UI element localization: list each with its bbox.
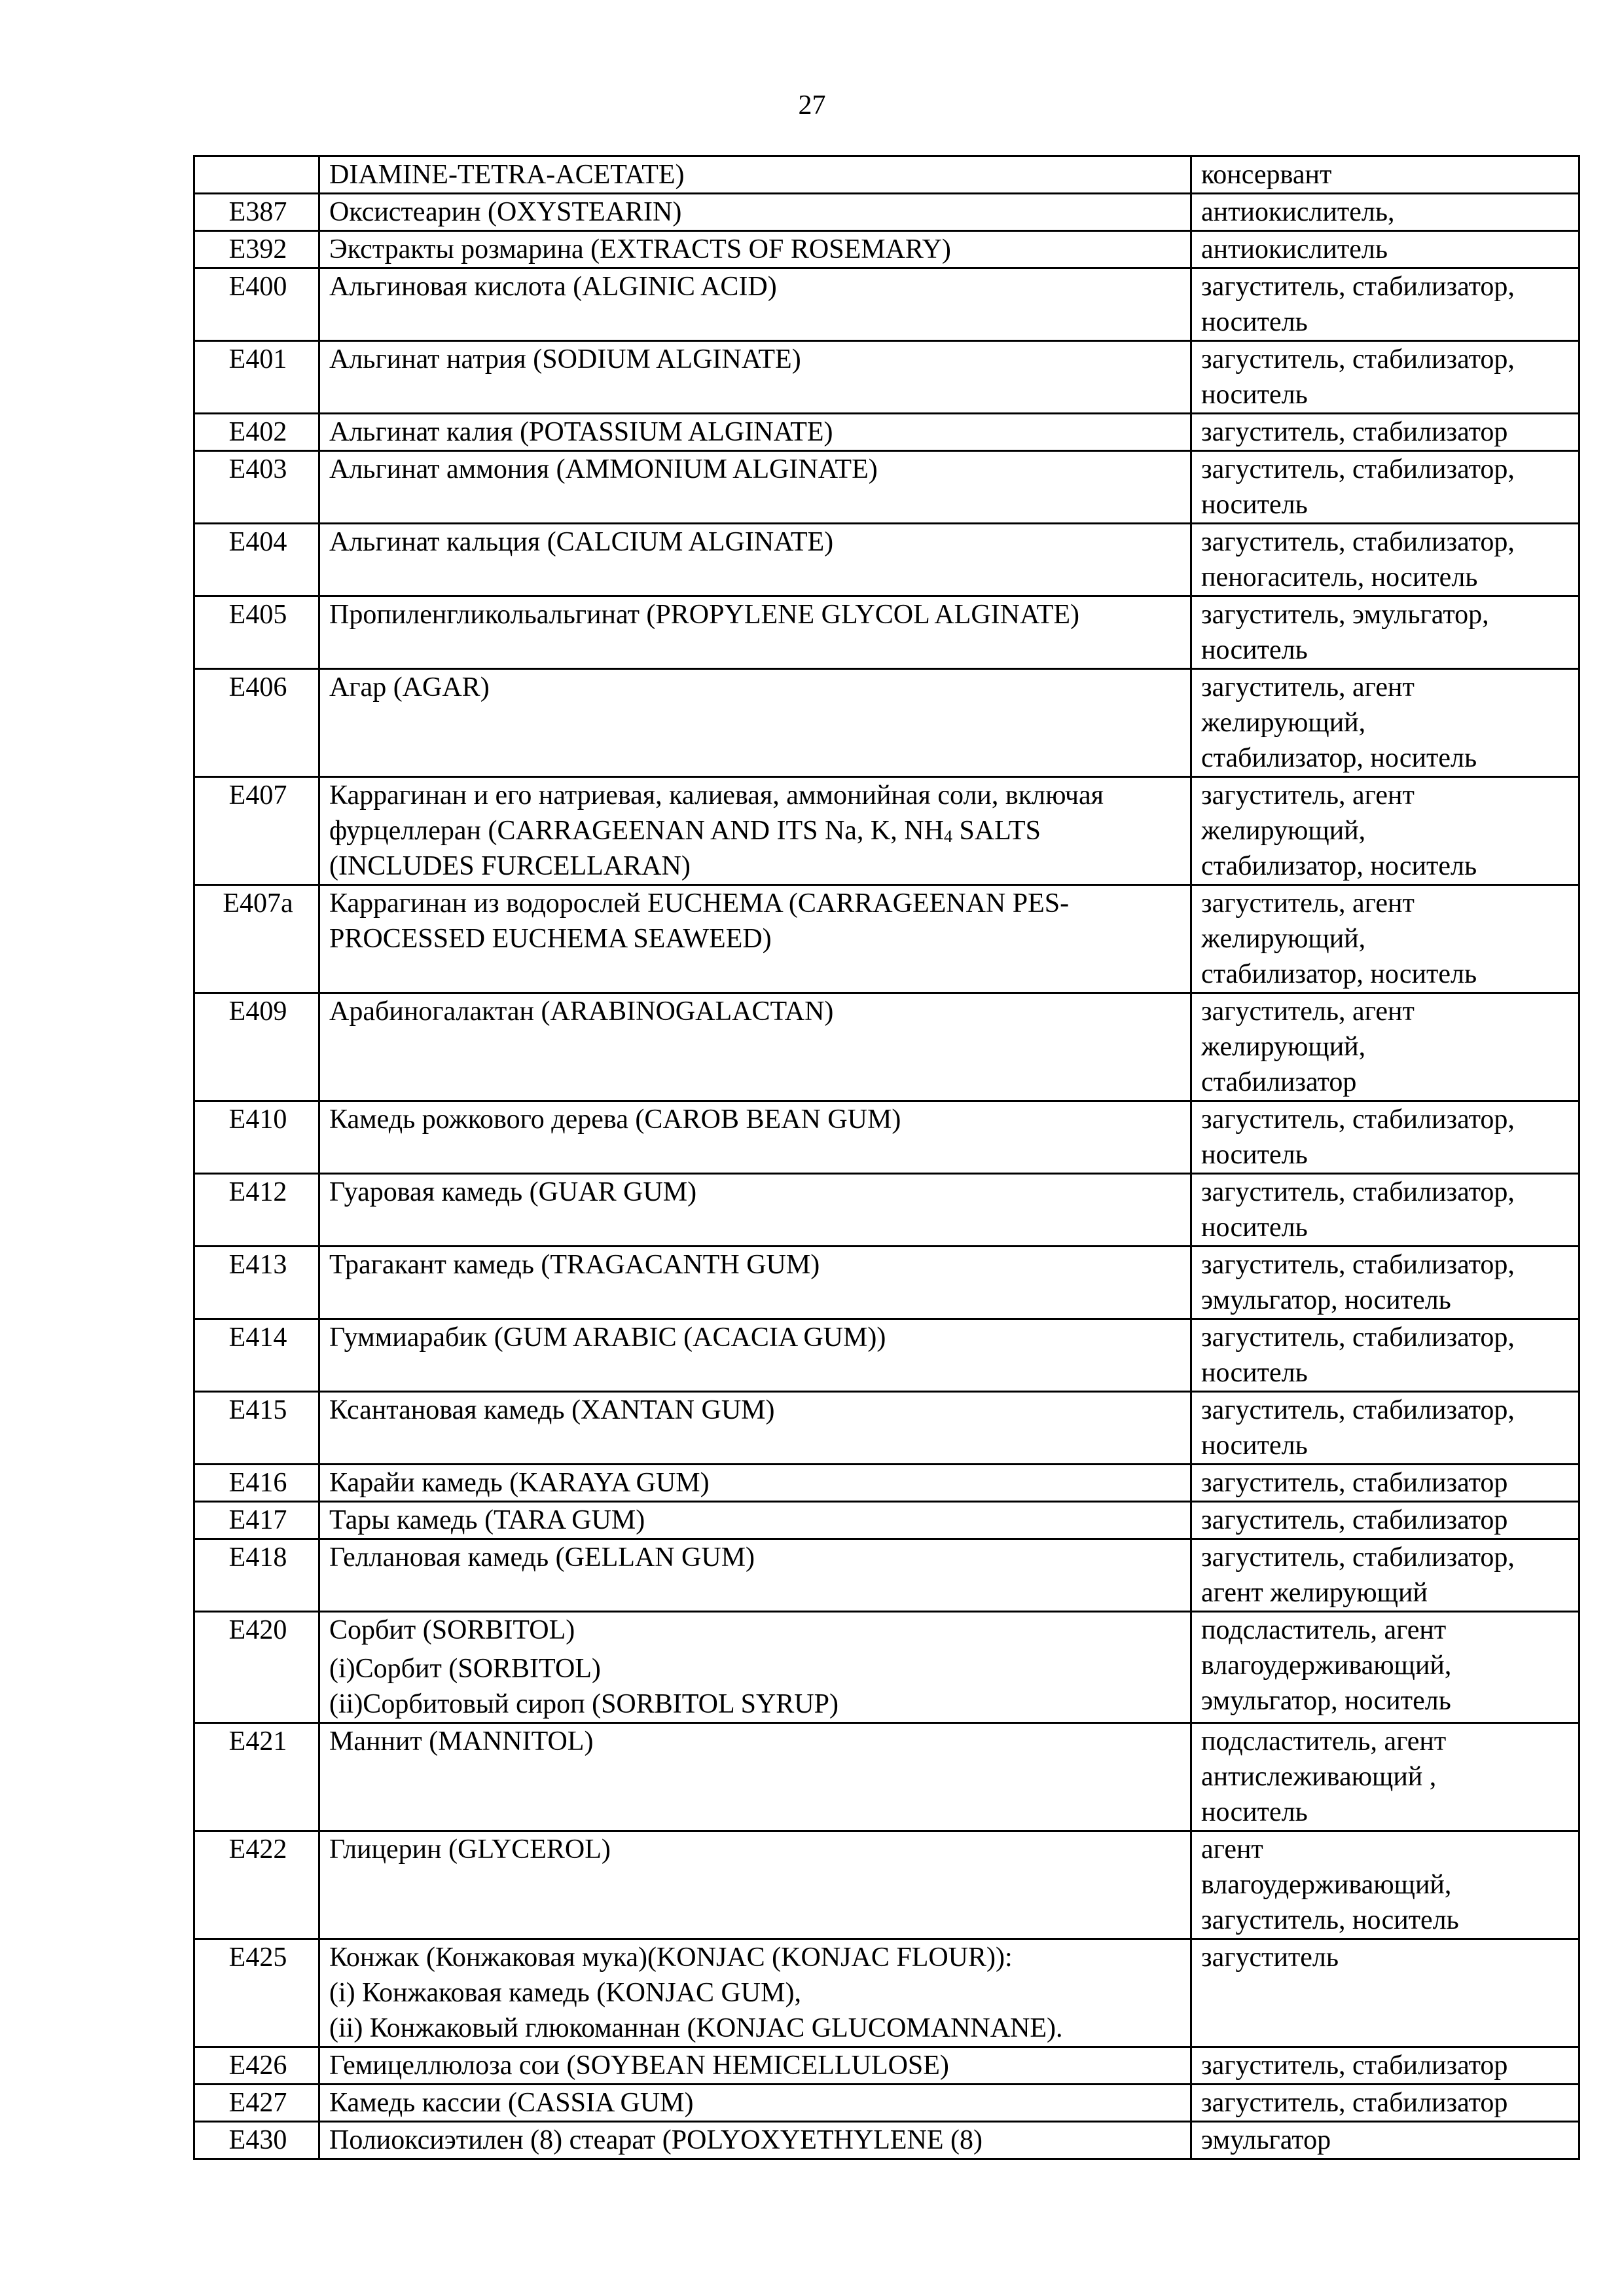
additive-function bbox=[1191, 2047, 1579, 2085]
additive-name bbox=[319, 524, 1191, 596]
cell-line: Гуммиарабик (GUM ARABIC (ACACIA GUM)) bbox=[329, 1322, 886, 1353]
cell-line: загуститель, стабилизатор bbox=[1201, 1505, 1508, 1535]
cell-line: (i)Сорбит (SORBITOL) bbox=[329, 1654, 601, 1684]
additive-name bbox=[319, 2047, 1191, 2085]
cell-line: загуститель, агент bbox=[1201, 888, 1415, 919]
cell-line: загуститель, агент bbox=[1201, 780, 1415, 811]
table-row bbox=[194, 596, 1579, 669]
cell-line: загуститель, стабилизатор, bbox=[1201, 1542, 1515, 1573]
additive-function bbox=[1191, 2085, 1579, 2122]
table-row bbox=[194, 156, 1579, 194]
additive-function bbox=[1191, 1319, 1579, 1392]
table-row bbox=[194, 1465, 1579, 1502]
cell-line: носитель bbox=[1201, 1140, 1308, 1170]
cell-line: желирующий, bbox=[1201, 1032, 1366, 1062]
table-row bbox=[194, 524, 1579, 596]
cell-line: Конжак (Конжаковая мука)(KONJAC (KONJAC FLOUR)): bbox=[329, 1942, 1013, 1973]
table-row bbox=[194, 1392, 1579, 1465]
cell-line: загуститель, стабилизатор bbox=[1201, 2050, 1508, 2081]
additive-function bbox=[1191, 1723, 1579, 1831]
additive-code bbox=[194, 156, 319, 194]
cell-line: агент желирующий bbox=[1201, 1578, 1428, 1608]
cell-line: загуститель, стабилизатор, bbox=[1201, 272, 1515, 302]
additive-name bbox=[319, 777, 1191, 885]
additive-name bbox=[319, 1831, 1191, 1939]
additive-name bbox=[319, 596, 1191, 669]
additive-function bbox=[1191, 1939, 1579, 2047]
table-row bbox=[194, 1502, 1579, 1539]
cell-line: стабилизатор, носитель bbox=[1201, 959, 1477, 989]
additive-name bbox=[319, 341, 1191, 414]
cell-line: антиокислитель, bbox=[1201, 197, 1395, 227]
cell-line: загуститель, стабилизатор, bbox=[1201, 1395, 1515, 1425]
cell-line: Карайи камедь (KARAYA GUM) bbox=[329, 1468, 710, 1498]
additive-name bbox=[319, 1539, 1191, 1612]
table-row bbox=[194, 669, 1579, 777]
additive-function bbox=[1191, 1465, 1579, 1502]
cell-line: DIAMINE-TETRA-ACETATE) bbox=[329, 160, 685, 190]
table-row bbox=[194, 1539, 1579, 1612]
additive-code: E400 bbox=[194, 268, 319, 341]
cell-line: Камедь рожкового дерева (CAROB BEAN GUM) bbox=[329, 1104, 901, 1135]
additive-function bbox=[1191, 1831, 1579, 1939]
cell-line: загуститель, стабилизатор, bbox=[1201, 1104, 1515, 1135]
additive-code: E401 bbox=[194, 341, 319, 414]
table-row bbox=[194, 1939, 1579, 2047]
cell-line: Ксантановая камедь (XANTAN GUM) bbox=[329, 1395, 775, 1425]
cell-line: загуститель, стабилизатор, bbox=[1201, 454, 1515, 484]
table-row bbox=[194, 777, 1579, 885]
cell-line: Каррагинан и его натриевая, калиевая, аммонийная соли, включая bbox=[329, 780, 1104, 811]
additive-code: E405 bbox=[194, 596, 319, 669]
additive-name bbox=[319, 451, 1191, 524]
additive-code: E404 bbox=[194, 524, 319, 596]
additive-function bbox=[1191, 451, 1579, 524]
additive-function bbox=[1191, 1612, 1579, 1723]
cell-line: Камедь кассии (CASSIA GUM) bbox=[329, 2088, 694, 2118]
cell-line: носитель bbox=[1201, 1797, 1308, 1827]
additive-name bbox=[319, 156, 1191, 194]
additive-code: E421 bbox=[194, 1723, 319, 1831]
additive-code: E422 bbox=[194, 1831, 319, 1939]
additive-function bbox=[1191, 268, 1579, 341]
cell-line: Каррагинан из водорослей EUCHEMA (CARRAGEENAN PES- bbox=[329, 888, 1070, 919]
cell-line: загуститель, стабилизатор, bbox=[1201, 344, 1515, 374]
additive-code: E416 bbox=[194, 1465, 319, 1502]
cell-line: Арабиногалактан (ARABINOGALACTAN) bbox=[329, 996, 834, 1027]
cell-line: Оксистеарин (OXYSTEARIN) bbox=[329, 197, 682, 227]
additive-code: E409 bbox=[194, 993, 319, 1101]
additive-name bbox=[319, 2085, 1191, 2122]
cell-line: носитель bbox=[1201, 1358, 1308, 1388]
cell-line: желирующий, bbox=[1201, 816, 1366, 846]
table-row bbox=[194, 2047, 1579, 2085]
additive-function bbox=[1191, 993, 1579, 1101]
cell-line: агент bbox=[1201, 1834, 1263, 1865]
table-row bbox=[194, 1247, 1579, 1319]
cell-line: носитель bbox=[1201, 490, 1308, 520]
additive-function bbox=[1191, 1539, 1579, 1612]
cell-line: антиокислитель bbox=[1201, 234, 1388, 264]
additive-code: E392 bbox=[194, 231, 319, 268]
table-row bbox=[194, 451, 1579, 524]
additive-code: E426 bbox=[194, 2047, 319, 2085]
cell-line: носитель bbox=[1201, 1430, 1308, 1461]
additive-name bbox=[319, 1319, 1191, 1392]
additive-code: E406 bbox=[194, 669, 319, 777]
cell-line: стабилизатор bbox=[1201, 1067, 1357, 1097]
additive-function bbox=[1191, 524, 1579, 596]
additive-name bbox=[319, 993, 1191, 1101]
additive-function bbox=[1191, 1101, 1579, 1174]
additive-function bbox=[1191, 231, 1579, 268]
table-row bbox=[194, 1612, 1579, 1723]
additive-name bbox=[319, 194, 1191, 231]
additive-function bbox=[1191, 1247, 1579, 1319]
cell-line: пеногаситель, носитель bbox=[1201, 562, 1478, 592]
additive-function bbox=[1191, 341, 1579, 414]
cell-line: Альгиновая кислота (ALGINIC ACID) bbox=[329, 272, 777, 302]
additive-code: E412 bbox=[194, 1174, 319, 1247]
cell-line: Альгинат аммония (AMMONIUM ALGINATE) bbox=[329, 454, 878, 484]
cell-line: носитель bbox=[1201, 307, 1308, 337]
additive-function bbox=[1191, 777, 1579, 885]
additive-name bbox=[319, 1392, 1191, 1465]
table-row bbox=[194, 2085, 1579, 2122]
table-row bbox=[194, 1831, 1579, 1939]
cell-line: подсластитель, агент bbox=[1201, 1615, 1447, 1645]
additive-code: E417 bbox=[194, 1502, 319, 1539]
cell-line: Геллановая камедь (GELLAN GUM) bbox=[329, 1542, 755, 1573]
cell-line: загуститель, эмульгатор, bbox=[1201, 600, 1489, 630]
cell-line: загуститель, стабилизатор, bbox=[1201, 1322, 1515, 1353]
additive-code: E410 bbox=[194, 1101, 319, 1174]
additive-function bbox=[1191, 414, 1579, 451]
cell-line: эмульгатор bbox=[1201, 2125, 1331, 2155]
cell-line: загуститель, стабилизатор, bbox=[1201, 1177, 1515, 1207]
additive-code: E407a bbox=[194, 885, 319, 993]
cell-line: PROCESSED EUCHEMA SEAWEED) bbox=[329, 924, 772, 954]
additive-function bbox=[1191, 1502, 1579, 1539]
cell-line: влагоудерживающий, bbox=[1201, 1870, 1452, 1900]
cell-line: носитель bbox=[1201, 635, 1308, 665]
additive-name bbox=[319, 1247, 1191, 1319]
cell-line: Пропиленгликольальгинат (PROPYLENE GLYCOL ALGINATE) bbox=[329, 600, 1079, 630]
additive-name bbox=[319, 1723, 1191, 1831]
additive-name bbox=[319, 231, 1191, 268]
food-additives-table bbox=[193, 155, 1580, 2160]
additive-function bbox=[1191, 1392, 1579, 1465]
cell-line: желирующий, bbox=[1201, 708, 1366, 738]
cell-line: эмульгатор, носитель bbox=[1201, 1285, 1451, 1315]
cell-line: антислеживающий , bbox=[1201, 1762, 1437, 1792]
additive-code: E402 bbox=[194, 414, 319, 451]
additive-code: E418 bbox=[194, 1539, 319, 1612]
additive-name bbox=[319, 2122, 1191, 2159]
cell-line: (i) Конжаковая камедь (KONJAC GUM), bbox=[329, 1978, 801, 2008]
cell-line: загуститель, стабилизатор bbox=[1201, 2088, 1508, 2118]
additive-function bbox=[1191, 885, 1579, 993]
additive-code: E427 bbox=[194, 2085, 319, 2122]
cell-line: консервант bbox=[1201, 160, 1332, 190]
cell-line: Гуаровая камедь (GUAR GUM) bbox=[329, 1177, 697, 1207]
cell-line: Гемицеллюлоза сои (SOYBEAN HEMICELLULOSE) bbox=[329, 2050, 949, 2081]
additive-code: E413 bbox=[194, 1247, 319, 1319]
additive-name bbox=[319, 1502, 1191, 1539]
table-row bbox=[194, 1101, 1579, 1174]
additive-code: E403 bbox=[194, 451, 319, 524]
cell-line: Сорбит (SORBITOL) bbox=[329, 1615, 575, 1645]
additive-function bbox=[1191, 2122, 1579, 2159]
table-row bbox=[194, 993, 1579, 1101]
cell-line: Альгинат натрия (SODIUM ALGINATE) bbox=[329, 344, 801, 374]
table-row bbox=[194, 341, 1579, 414]
cell-line: загуститель, стабилизатор bbox=[1201, 417, 1508, 447]
cell-line: загуститель, агент bbox=[1201, 996, 1415, 1027]
cell-line: (ii) Конжаковый глюкоманнан (KONJAC GLUCOMANNANE). bbox=[329, 2013, 1063, 2043]
cell-line: Агар (AGAR) bbox=[329, 672, 490, 702]
additive-name bbox=[319, 669, 1191, 777]
cell-line: влагоудерживающий, bbox=[1201, 1650, 1452, 1681]
additive-function bbox=[1191, 1174, 1579, 1247]
cell-line: Полиоксиэтилен (8) стеарат (POLYOXYETHYLENE (8) bbox=[329, 2125, 983, 2155]
additive-name bbox=[319, 268, 1191, 341]
additive-name bbox=[319, 1465, 1191, 1502]
cell-line: Альгинат калия (POTASSIUM ALGINATE) bbox=[329, 417, 833, 447]
table-row bbox=[194, 231, 1579, 268]
cell-line: носитель bbox=[1201, 1212, 1308, 1243]
additive-code: E430 bbox=[194, 2122, 319, 2159]
cell-line: Экстракты розмарина (EXTRACTS OF ROSEMARY) bbox=[329, 234, 951, 264]
additive-code: E415 bbox=[194, 1392, 319, 1465]
additive-function bbox=[1191, 156, 1579, 194]
additive-name bbox=[319, 1101, 1191, 1174]
cell-line: стабилизатор, носитель bbox=[1201, 851, 1477, 881]
additive-function bbox=[1191, 596, 1579, 669]
cell-line: (INCLUDES FURCELLARAN) bbox=[329, 851, 691, 881]
table-row bbox=[194, 2122, 1579, 2159]
additive-code: E425 bbox=[194, 1939, 319, 2047]
cell-line: Альгинат кальция (CALCIUM ALGINATE) bbox=[329, 527, 834, 557]
page-number: 27 bbox=[798, 90, 826, 120]
subscript: 4 bbox=[943, 827, 952, 846]
cell-line: Маннит (MANNITOL) bbox=[329, 1726, 594, 1757]
additive-code: E387 bbox=[194, 194, 319, 231]
table-row bbox=[194, 1723, 1579, 1831]
table-row bbox=[194, 194, 1579, 231]
table-row bbox=[194, 885, 1579, 993]
cell-line: загуститель bbox=[1201, 1942, 1339, 1973]
table-row bbox=[194, 414, 1579, 451]
cell-line: загуститель, агент bbox=[1201, 672, 1415, 702]
cell-line: стабилизатор, носитель bbox=[1201, 743, 1477, 773]
table-row bbox=[194, 1319, 1579, 1392]
cell-line: загуститель, стабилизатор, bbox=[1201, 527, 1515, 557]
additive-name bbox=[319, 1939, 1191, 2047]
cell-line: загуститель, стабилизатор bbox=[1201, 1468, 1508, 1498]
cell-line: Глицерин (GLYCEROL) bbox=[329, 1834, 611, 1865]
cell-line: носитель bbox=[1201, 380, 1308, 410]
additive-name bbox=[319, 1174, 1191, 1247]
cell-line: Тары камедь (TARA GUM) bbox=[329, 1505, 645, 1535]
cell-line: эмульгатор, носитель bbox=[1201, 1686, 1451, 1716]
additive-function bbox=[1191, 669, 1579, 777]
additive-name bbox=[319, 885, 1191, 993]
cell-line: подсластитель, агент bbox=[1201, 1726, 1447, 1757]
additive-name bbox=[319, 1612, 1191, 1723]
cell-line: (ii)Сорбитовый сироп (SORBITOL SYRUP) bbox=[329, 1689, 839, 1719]
table-row bbox=[194, 268, 1579, 341]
additive-name bbox=[319, 414, 1191, 451]
additive-code: E420 bbox=[194, 1612, 319, 1723]
cell-line: загуститель, носитель bbox=[1201, 1905, 1459, 1935]
additive-code: E414 bbox=[194, 1319, 319, 1392]
cell-line: желирующий, bbox=[1201, 924, 1366, 954]
additive-function bbox=[1191, 194, 1579, 231]
table-body bbox=[194, 156, 1579, 2159]
cell-line: Трагакант камедь (TRAGACANTH GUM) bbox=[329, 1250, 820, 1280]
additive-code: E407 bbox=[194, 777, 319, 885]
cell-line: фурцеллеран (CARRAGEENAN AND ITS Na, K, $NH_4$ SALTS bbox=[329, 816, 1041, 846]
cell-line: загуститель, стабилизатор, bbox=[1201, 1250, 1515, 1280]
table-row bbox=[194, 1174, 1579, 1247]
